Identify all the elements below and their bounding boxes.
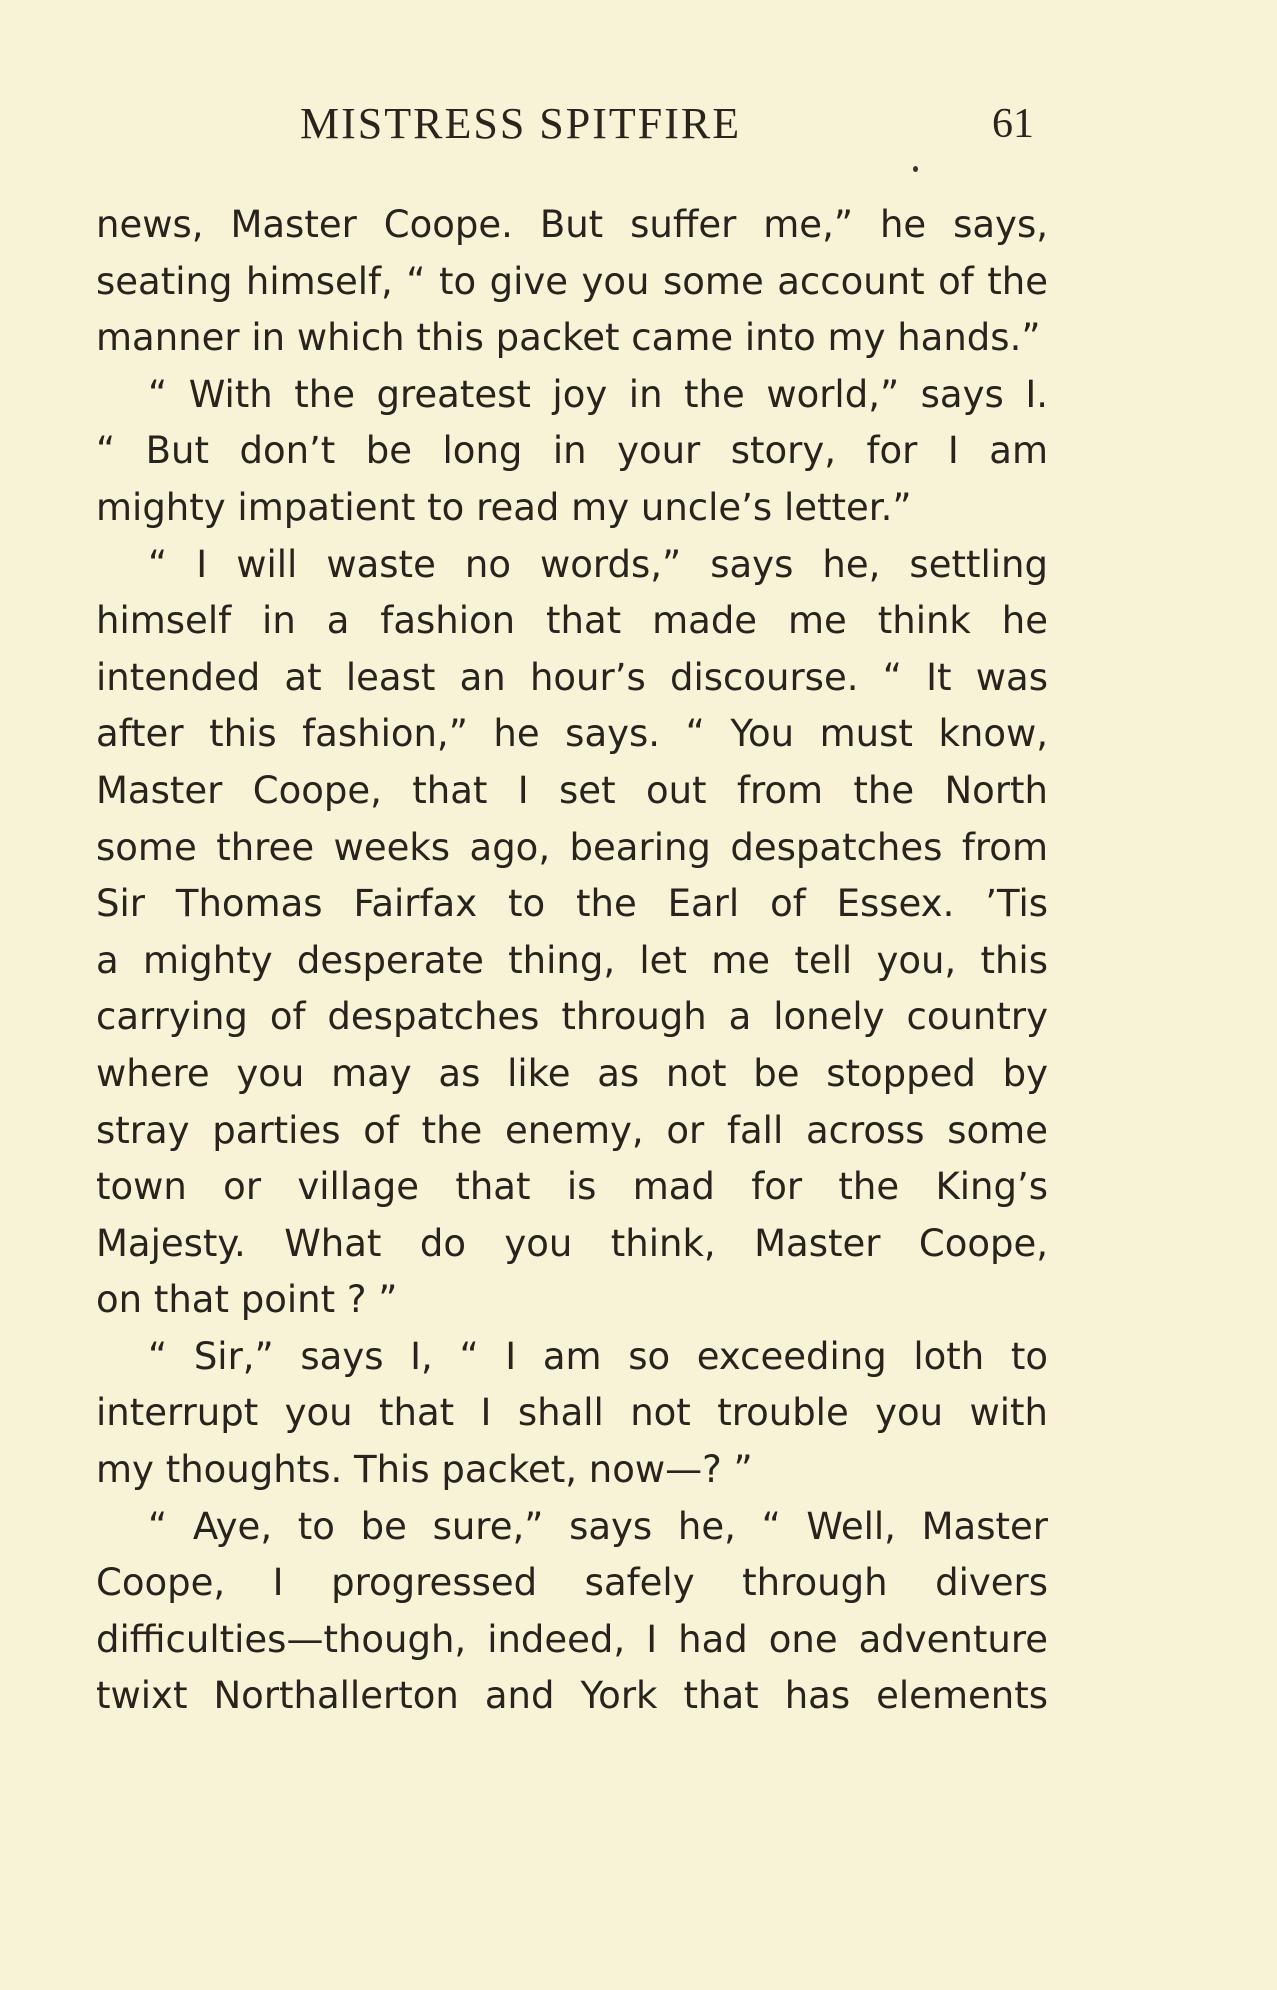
text-line: my thoughts. This packet, now—? ” [96,1448,753,1492]
text-line: mighty impatient to read my uncle’s letter.” [96,485,912,529]
text-line: where you may as like as not be stopped by [96,1051,1048,1095]
text-line: seating himself, “ to give you some account of the [96,259,1048,303]
text-line: after this fashion,” he says. “ You must know, [96,712,1048,756]
text-line: “ Sir,” says I, “ I am so exceeding loth to [148,1334,1048,1378]
text-line: town or village that is mad for the King’s [96,1165,1048,1209]
text-line: “ But don’t be long in your story, for I am [96,429,1048,473]
text-line: intended at least an hour’s discourse. “ It was [96,655,1048,699]
text-line: “ I will waste no words,” says he, settling [148,542,1048,586]
text-line: Sir Thomas Fairfax to the Earl of Essex. ’Tis [96,882,1048,926]
text-line: some three weeks ago, bearing despatches from [96,825,1048,869]
text-line: difficulties—though, indeed, I had one adventure [96,1617,1048,1661]
body-text [96,197,1048,1725]
text-line: “ Aye, to be sure,” says he, “ Well, Master [148,1504,1048,1548]
text-line: “ With the greatest joy in the world,” says I. [148,372,1048,416]
text-line: a mighty desperate thing, let me tell you, this [96,938,1048,982]
ink-speck [913,166,918,172]
page-number: 61 [992,101,1034,147]
text-line: on that point ? ” [96,1278,398,1322]
text-line: Coope, I progressed safely through divers [96,1561,1048,1605]
text-line: carrying of despatches through a lonely country [96,995,1048,1039]
text-line: Master Coope, that I set out from the North [96,768,1048,812]
text-line: himself in a fashion that made me think he [96,599,1048,643]
text-line: news, Master Coope. But suffer me,” he says, [96,203,1048,246]
text-line: interrupt you that I shall not trouble you with [96,1391,1048,1435]
text-line: twixt Northallerton and York that has elements [96,1674,1048,1718]
text-line: stray parties of the enemy, or fall across some [96,1108,1048,1152]
text-line: manner in which this packet came into my hands.” [96,316,1041,360]
text-line: Majesty. What do you think, Master Coope, [96,1221,1048,1265]
running-title: MISTRESS SPITFIRE [300,99,742,148]
